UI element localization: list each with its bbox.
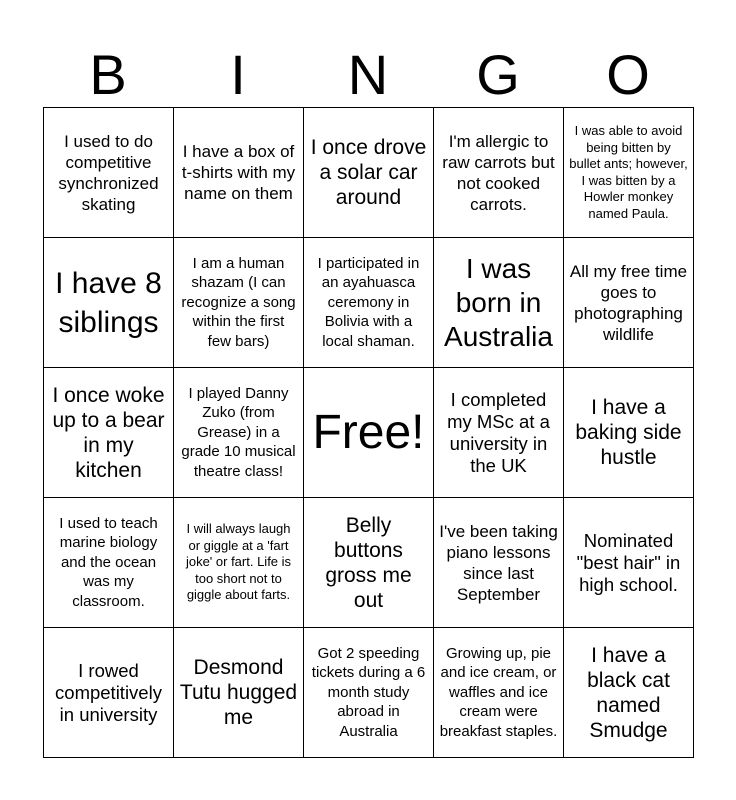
cell-text: I used to do competitive synchronized skating xyxy=(58,131,159,214)
free-text: Free! xyxy=(312,405,425,459)
header-letter-n: N xyxy=(347,43,389,106)
cell-text: I have a baking side hustle xyxy=(575,396,682,469)
cell-text: Nominated "best hair" in high school. xyxy=(576,529,681,595)
bingo-cell[interactable] xyxy=(304,108,434,238)
bingo-cell[interactable] xyxy=(564,108,694,238)
cell-text: I will always laugh or giggle at a 'fart joke' or fart. Life is too short not to giggle about farts. xyxy=(185,521,292,603)
cell-text: I once drove a solar car around xyxy=(310,136,427,209)
bingo-cell[interactable] xyxy=(44,628,174,758)
bingo-cell[interactable] xyxy=(44,108,174,238)
bingo-cell[interactable] xyxy=(434,238,564,368)
cell-text: I played Danny Zuko (from Grease) in a grade 10 musical theatre class! xyxy=(181,384,296,480)
cell-text: I was able to avoid being bitten by bullet ants; however, I was bitten by a Howler monkey named Paula. xyxy=(569,123,688,221)
cell-text: I was born in Australia xyxy=(444,252,553,352)
cell-text: Belly buttons gross me out xyxy=(325,513,412,612)
bingo-cell[interactable] xyxy=(174,498,304,628)
cell-text: I used to teach marine biology and the ocean was my classroom. xyxy=(59,514,158,610)
cell-text: I'm allergic to raw carrots but not cooked carrots. xyxy=(442,131,555,214)
bingo-cell[interactable] xyxy=(44,368,174,498)
cell-text: I have a box of t-shirts with my name on them xyxy=(181,142,296,203)
cell-text: Desmond Tutu hugged me xyxy=(179,656,298,729)
bingo-cell[interactable] xyxy=(434,498,564,628)
bingo-cell[interactable] xyxy=(174,368,304,498)
header-letter-b: B xyxy=(89,43,127,106)
cell-text: I rowed competitively in university xyxy=(55,659,162,725)
bingo-cell[interactable] xyxy=(564,368,694,498)
bingo-cell[interactable] xyxy=(304,628,434,758)
free-cell[interactable] xyxy=(304,368,434,498)
cell-text: I have 8 siblings xyxy=(55,266,162,339)
bingo-cell[interactable] xyxy=(564,498,694,628)
cell-text: I've been taking piano lessons since last September xyxy=(439,521,558,604)
bingo-cell[interactable] xyxy=(174,108,304,238)
bingo-cell[interactable] xyxy=(304,498,434,628)
cell-text: I am a human shazam (I can recognize a song within the first few bars) xyxy=(181,254,296,350)
bingo-cell[interactable] xyxy=(434,628,564,758)
bingo-cell[interactable] xyxy=(564,238,694,368)
bingo-cell[interactable] xyxy=(304,238,434,368)
bingo-board xyxy=(43,107,694,758)
cell-text: Got 2 speeding tickets during a 6 month study abroad in Australia xyxy=(311,644,426,740)
header-letter-i: I xyxy=(230,43,246,106)
cell-text: I once woke up to a bear in my kitchen xyxy=(52,383,165,482)
bingo-cell[interactable] xyxy=(174,628,304,758)
cell-text: I participated in an ayahuasca ceremony in Bolivia with a local shaman. xyxy=(317,254,420,350)
cell-text: I completed my MSc at a university in the UK xyxy=(447,388,550,476)
cell-text: Growing up, pie and ice cream, or waffles and ice cream were breakfast staples. xyxy=(439,644,558,740)
bingo-header xyxy=(43,44,693,106)
bingo-cell[interactable] xyxy=(434,368,564,498)
bingo-cell[interactable] xyxy=(44,498,174,628)
bingo-cell[interactable] xyxy=(434,108,564,238)
bingo-cell[interactable] xyxy=(564,628,694,758)
cell-text: All my free time goes to photographing wildlife xyxy=(569,261,688,344)
bingo-cell[interactable] xyxy=(174,238,304,368)
header-letter-o: O xyxy=(606,43,650,106)
bingo-cell[interactable] xyxy=(44,238,174,368)
cell-text: I have a black cat named Smudge xyxy=(587,643,670,742)
header-letter-g: G xyxy=(476,43,520,106)
